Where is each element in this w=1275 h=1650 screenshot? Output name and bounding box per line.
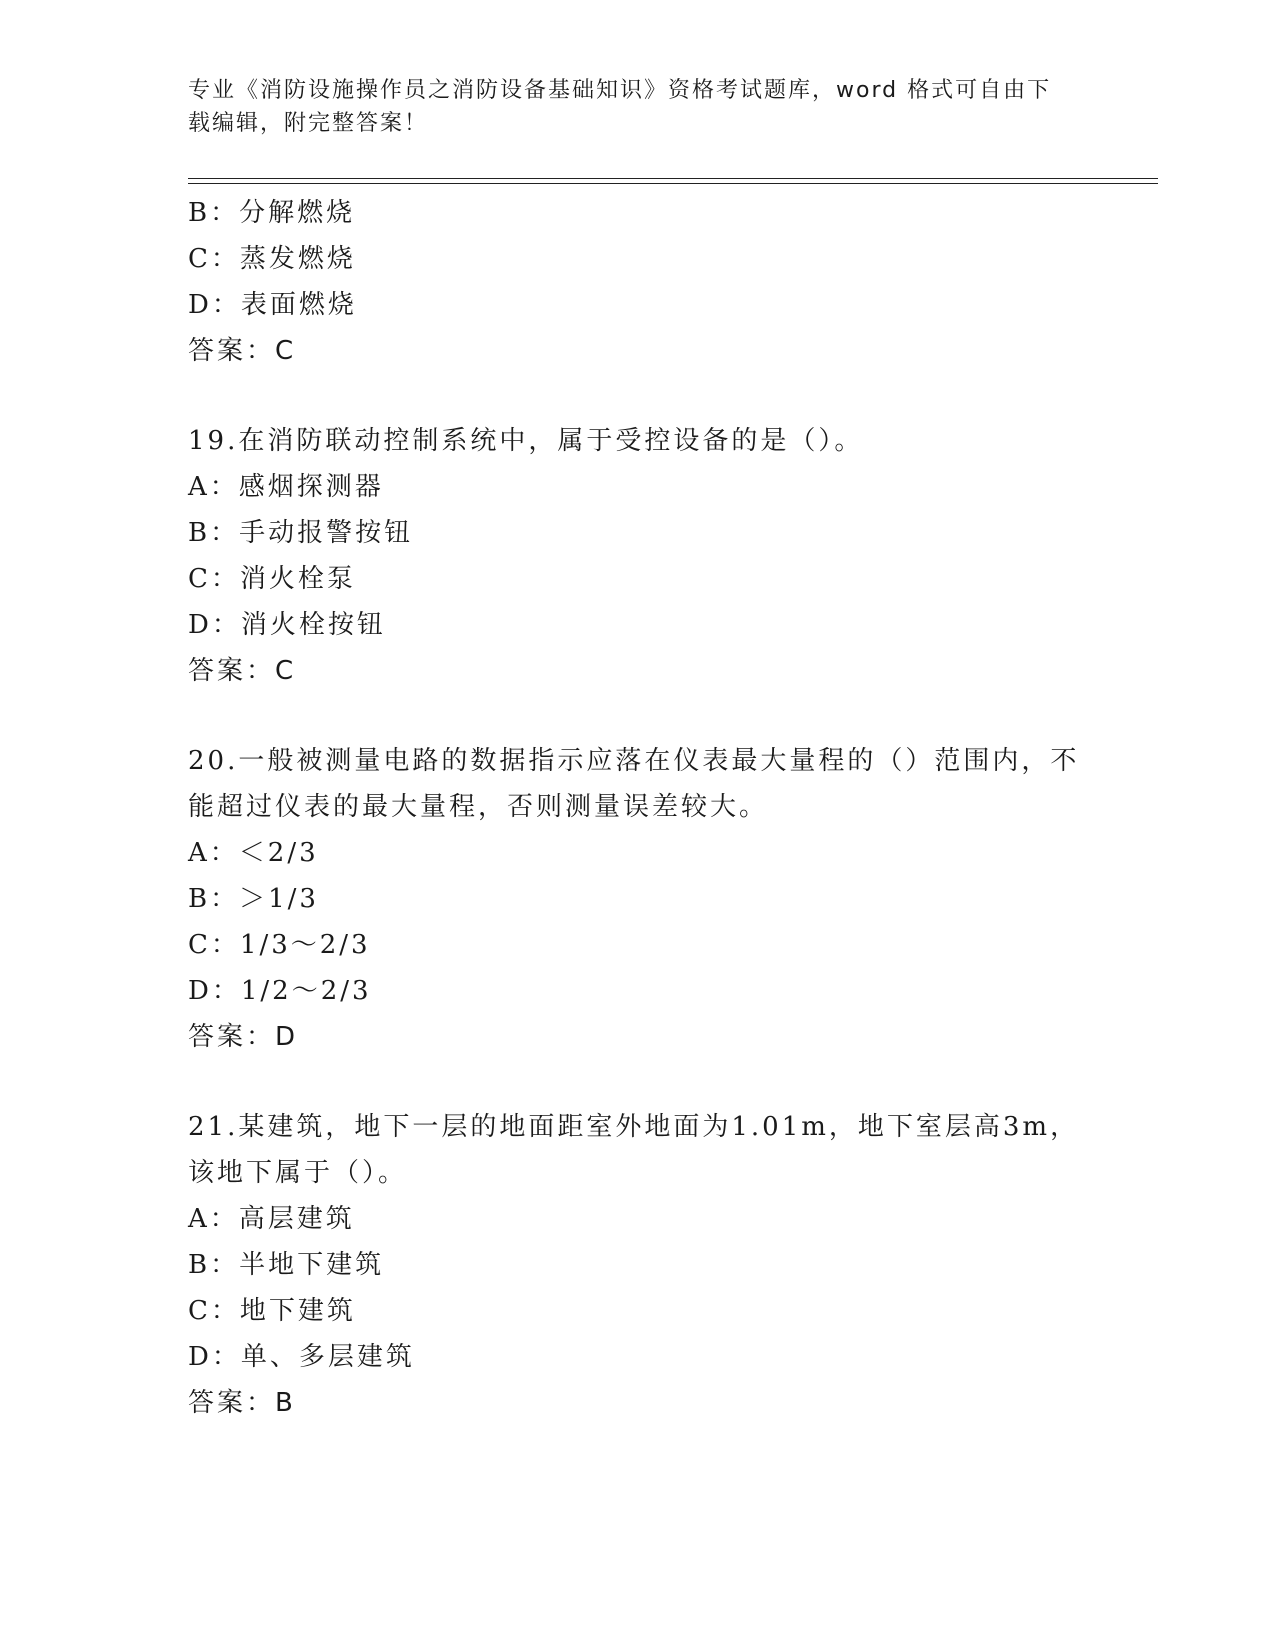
option-text: ＜2/3	[238, 838, 319, 868]
option-label: A：	[188, 838, 239, 868]
question-block-20	[188, 738, 1088, 1060]
option-text: 1/3～2/3	[239, 930, 371, 960]
answer-line: 答案：D	[188, 1022, 299, 1052]
option-label: B：	[188, 198, 240, 228]
question-stem: 21.某建筑，地下一层的地面距室外地面为1.01m，地下室层高3m，该地下属于（）。	[188, 1112, 1080, 1188]
option-c	[188, 556, 1088, 602]
option-a	[188, 464, 1088, 510]
option-text: 地下建筑	[239, 1296, 356, 1326]
option-text: 消火栓泵	[239, 564, 356, 594]
option-c	[188, 236, 1088, 282]
option-b	[188, 1242, 1088, 1288]
option-text: 1/2～2/3	[240, 976, 372, 1006]
option-b	[188, 190, 1088, 236]
document-header: 专业《消防设施操作员之消防设备基础知识》资格考试题库，word 格式可自由下载编辑，附完整答案！	[188, 78, 1052, 136]
question-stem: 20.一般被测量电路的数据指示应落在仪表最大量程的（）范围内，不能超过仪表的最大量程，否则测量误差较大。	[188, 746, 1080, 822]
option-label: B：	[188, 518, 240, 548]
option-label: A：	[188, 472, 239, 502]
question-list	[188, 190, 1088, 1426]
option-label: C：	[188, 1296, 240, 1326]
option-text: 蒸发燃烧	[239, 244, 356, 274]
answer-line: 答案：C	[188, 656, 297, 686]
option-c	[188, 1288, 1088, 1334]
option-b	[188, 510, 1088, 556]
option-d	[188, 602, 1088, 648]
option-label: C：	[188, 564, 240, 594]
option-label: D：	[188, 610, 241, 640]
option-text: 感烟探测器	[238, 472, 384, 502]
option-text: 分解燃烧	[239, 198, 356, 228]
answer-line: 答案：C	[188, 336, 297, 366]
option-a	[188, 830, 1088, 876]
option-text: 手动报警按钮	[239, 518, 414, 548]
option-label: A：	[188, 1204, 239, 1234]
option-text: 消火栓按钮	[240, 610, 386, 640]
option-b	[188, 876, 1088, 922]
option-text: 单、多层建筑	[240, 1342, 415, 1372]
question-stem: 19.在消防联动控制系统中，属于受控设备的是（）。	[188, 426, 864, 456]
option-label: D：	[188, 290, 241, 320]
header-divider-bottom	[188, 183, 1158, 184]
option-label: C：	[188, 930, 240, 960]
option-a	[188, 1196, 1088, 1242]
question-block-18-continued	[188, 190, 1088, 374]
option-text: 半地下建筑	[239, 1250, 385, 1280]
option-text: 高层建筑	[238, 1204, 355, 1234]
option-d	[188, 968, 1088, 1014]
option-d	[188, 1334, 1088, 1380]
option-text: ＞1/3	[239, 884, 319, 914]
question-block-19	[188, 418, 1088, 694]
header-divider-top	[188, 178, 1158, 179]
option-label: C：	[188, 244, 240, 274]
option-d	[188, 282, 1088, 328]
option-c	[188, 922, 1088, 968]
option-label: D：	[188, 976, 241, 1006]
answer-line: 答案：B	[188, 1388, 296, 1418]
option-label: D：	[188, 1342, 241, 1372]
option-label: B：	[188, 1250, 240, 1280]
question-block-21	[188, 1104, 1088, 1426]
option-text: 表面燃烧	[240, 290, 357, 320]
option-label: B：	[188, 884, 240, 914]
